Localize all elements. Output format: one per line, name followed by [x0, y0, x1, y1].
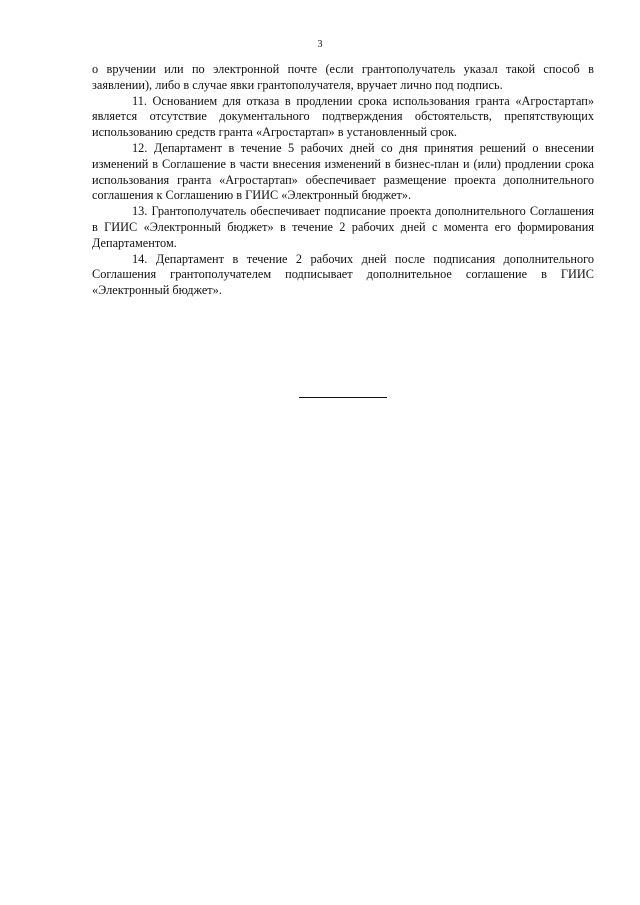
paragraph-12: 12. Департамент в течение 5 рабочих дней со дня принятия решений о внесении изменений в Соглашение в части внесения изменений в бизнес-план и (или) продлении срока использования гранта «Агростартап» обеспечивает размещение проекта дополнительного соглашения к Соглашению в ГИИС «Электронный бюджет». [92, 140, 594, 203]
paragraph-11: 11. Основанием для отказа в продлении срока использования гранта «Агростартап» является отсутствие документального подтверждения обстоятельств, препятствующих использованию средств гранта «Агростартап» в установленный срок. [92, 93, 594, 140]
paragraph-13: 13. Грантополучатель обеспечивает подписание проекта дополнительного Соглашения в ГИИС «Электронный бюджет» в течение 2 рабочих дней с момента его формирования Департаментом. [92, 204, 594, 250]
end-of-document-rule [299, 397, 387, 398]
paragraph-14: 14. Департамент в течение 2 рабочих дней после подписания дополнительного Соглашения грантополучателем подписывает дополнительное соглашение в ГИИС «Электронный бюджет». [92, 251, 594, 298]
page-number: 3 [317, 39, 323, 50]
document-body [92, 62, 594, 299]
paragraph-continuation: о вручении или по электронной почте (если грантополучатель указал такой способ в заявлении), либо в случае явки грантополучателя, вручает лично под подпись. [92, 62, 594, 92]
